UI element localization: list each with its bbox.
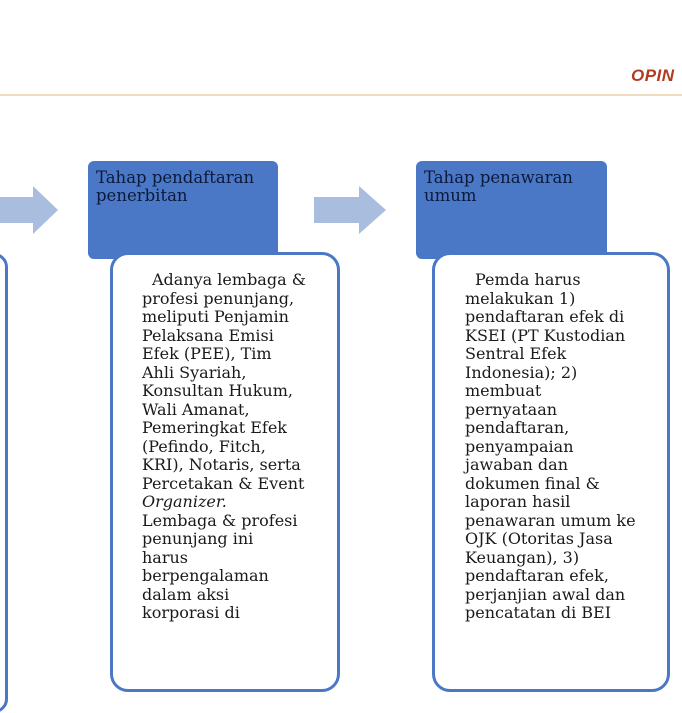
body-line: pendaftaran efek di [465,307,625,326]
stage-body-pendaftaran [142,271,327,623]
body-line: jawaban dan [465,455,568,474]
body-line: pendaftaran, [465,418,570,437]
body-line: Pelaksana Emisi [142,325,274,345]
body-line: korporasi di [142,603,240,622]
section-label: OPIN [631,66,675,85]
body-line: berpengalaman [142,566,269,585]
body-line: Lembaga & profesi [142,510,298,530]
body-line: laporan hasil [465,492,571,511]
body-line: Sentral Efek [465,344,567,363]
body-line: OJK (Otoritas Jasa [465,529,613,548]
body-line: penawaran umum ke [465,510,636,530]
body-line: Indonesia); 2) [465,362,578,382]
stage-title: Tahap penawaran umum [424,168,573,205]
body-line: pencatatan di BEI [465,603,612,622]
stage-body-penawaran [465,271,661,623]
body-line: pendaftaran efek, [465,566,609,585]
body-line: (Pefindo, Fitch, [142,436,266,456]
body-line: Pemda harus [475,270,581,289]
body-line: harus [142,547,189,567]
stage-box-pendaftaran [110,252,340,692]
body-line: KSEI (PT Kustodian [465,325,626,345]
body-line: Adanya lembaga & [152,270,306,289]
body-line: melakukan 1) [465,288,576,308]
body-line: Efek (PEE), Tim [142,344,272,363]
stage-box-penawaran [432,252,670,692]
body-line: profesi penunjang, [142,288,295,308]
body-line: Ahli Syariah, [142,362,247,382]
body-line: penyampaian [465,436,574,456]
body-line: perjanjian awal dan [465,584,626,604]
body-line: membuat [465,381,542,400]
previous-stage-box [0,253,8,713]
body-line: Konsultan Hukum, [142,381,293,400]
body-line: KRI), Notaris, serta [142,455,301,474]
body-line: Organizer. [142,492,227,511]
body-line: pernyataan [465,399,558,419]
stage-header-penawaran [416,161,607,259]
body-line: Keuangan), 3) [465,547,580,567]
body-line: Wali Amanat, [142,399,250,419]
body-line: dokumen final & [465,473,600,493]
body-line: Percetakan & Event [142,473,305,493]
body-line: penunjang ini [142,529,254,548]
body-line: Pemeringkat Efek [142,418,287,437]
stage-header-pendaftaran [88,161,278,259]
body-line: meliputi Penjamin [142,307,289,326]
header-divider [0,94,682,96]
stage-title: Tahap pendaftaran penerbitan [96,168,255,205]
body-line: dalam aksi [142,584,230,604]
